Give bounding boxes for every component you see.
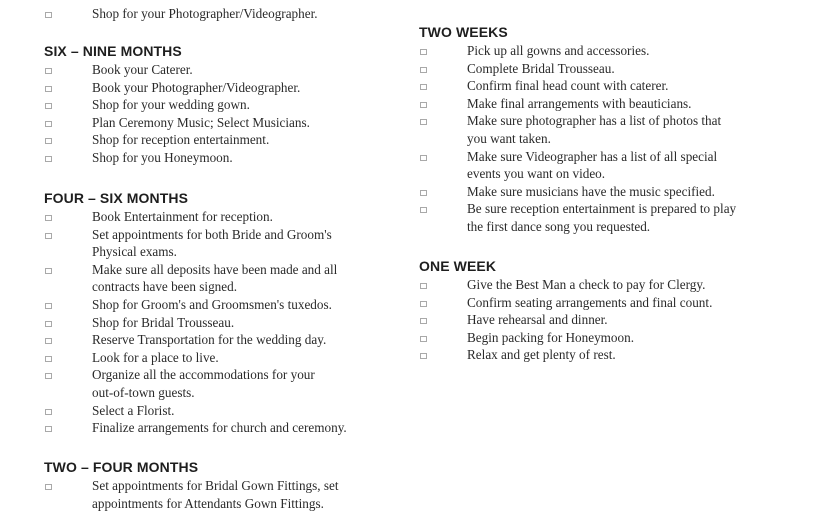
checklist-item-text: Have rehearsal and dinner. xyxy=(467,312,608,328)
checklist-item xyxy=(419,77,789,95)
checklist-item-text: Begin packing for Honeymoon. xyxy=(467,329,635,345)
checklist-item-text: Pick up all gowns and accessories. xyxy=(467,43,650,58)
checklist-item xyxy=(44,477,394,512)
checklist-item xyxy=(44,419,394,437)
checklist-item xyxy=(44,331,394,349)
checkbox-icon xyxy=(45,121,52,127)
checkbox-icon xyxy=(420,283,427,289)
checklist-item xyxy=(419,346,789,364)
checklist-item-text: Make sure photographer has a list of photos that you want taken. xyxy=(467,113,722,146)
checklist-item xyxy=(419,200,789,235)
section-heading: TWO – FOUR MONTHS xyxy=(44,459,199,475)
checklist-item xyxy=(44,61,394,79)
checkbox-icon xyxy=(45,215,52,221)
checklist-item xyxy=(419,276,789,294)
checklist-item-text: Set appointments for both Bride and Groom's Physical exams. xyxy=(92,226,332,260)
checkbox-icon xyxy=(420,353,427,359)
checklist-item xyxy=(419,60,789,78)
checklist-item-text: Plan Ceremony Music; Select Musicians. xyxy=(92,114,310,130)
checklist-item xyxy=(44,261,394,296)
checklist-item-text: Look for a place to live. xyxy=(92,349,219,365)
checklist-item xyxy=(44,402,394,420)
checkbox-icon xyxy=(45,268,52,274)
checklist-item xyxy=(419,183,789,201)
checkbox-icon xyxy=(45,321,52,327)
checklist-item-text: Organize all the accommodations for your out-of-town guests. xyxy=(92,367,315,400)
checklist-item-text: Confirm final head count with caterer. xyxy=(467,78,669,94)
checklist xyxy=(44,477,394,512)
checklist-item xyxy=(44,208,394,226)
checklist-item xyxy=(419,329,789,347)
checklist-item-text: Complete Bridal Trousseau. xyxy=(467,60,615,76)
checkbox-icon xyxy=(420,207,427,213)
checkbox-icon xyxy=(45,303,52,309)
checkbox-icon xyxy=(420,336,427,342)
section-heading: FOUR – SIX MONTHS xyxy=(44,190,189,206)
checklist-item xyxy=(44,296,394,314)
checklist-item-text: Make sure musicians have the music specified. xyxy=(467,183,715,199)
checklist-item-text: Shop for Groom's and Groomsmen's tuxedos. xyxy=(92,296,332,312)
section-continued xyxy=(44,5,394,23)
checklist-item xyxy=(44,226,394,261)
checklist-item xyxy=(44,366,394,401)
checklist-item xyxy=(419,42,789,60)
checkbox-icon xyxy=(420,155,427,161)
checklist xyxy=(419,276,789,364)
checklist-item xyxy=(419,294,789,312)
checklist-item-text: Shop for your Photographer/Videographer. xyxy=(92,6,318,21)
checkbox-icon xyxy=(420,318,427,324)
checklist-item-text: Shop for reception entertainment. xyxy=(92,132,270,148)
checkbox-icon xyxy=(420,67,427,73)
checklist-item-text: Select a Florist. xyxy=(92,402,175,418)
checkbox-icon xyxy=(45,338,52,344)
checklist-item-text: Be sure reception entertainment is prepared to play the first dance song you requested. xyxy=(467,201,737,234)
checkbox-icon xyxy=(45,409,52,415)
checklist-item-text: Finalize arrangements for church and ceremony. xyxy=(92,420,347,436)
checklist-item-text: Make sure all deposits have been made and all contracts have been signed. xyxy=(92,261,338,295)
checkbox-icon xyxy=(45,86,52,92)
checklist-item-text: Book your Photographer/Videographer. xyxy=(92,79,301,95)
section-two-four-months xyxy=(44,457,394,512)
section-two-weeks xyxy=(419,22,789,236)
checklist-item xyxy=(419,311,789,329)
checkbox-icon xyxy=(420,49,427,55)
checkbox-icon xyxy=(420,102,427,108)
checklist xyxy=(419,42,789,236)
section-four-six-months xyxy=(44,188,394,437)
checkbox-icon xyxy=(45,156,52,162)
checklist-item-text: Give the Best Man a check to pay for Clergy. xyxy=(467,277,706,292)
checklist xyxy=(44,5,394,23)
checklist-item xyxy=(44,349,394,367)
checklist-item-text: Shop for Bridal Trousseau. xyxy=(92,314,235,330)
checklist-item-text: Make final arrangements with beauticians. xyxy=(467,95,692,111)
checklist-item xyxy=(44,96,394,114)
checklist-item-text: Shop for your wedding gown. xyxy=(92,97,250,113)
checklist-item xyxy=(419,95,789,113)
checklist-item xyxy=(44,131,394,149)
checklist-item xyxy=(419,112,789,147)
checklist-item-text: Book your Caterer. xyxy=(92,62,193,77)
checklist-item-text: Set appointments for Bridal Gown Fittings, set appointments for Attendants Gown Fittings. xyxy=(92,478,339,511)
checkbox-icon xyxy=(45,68,52,74)
checkbox-icon xyxy=(45,373,52,379)
checklist-item-text: Shop for you Honeymoon. xyxy=(92,149,233,165)
section-heading: ONE WEEK xyxy=(419,258,497,274)
checkbox-icon xyxy=(45,233,52,239)
section-heading: TWO WEEKS xyxy=(419,24,508,40)
checkbox-icon xyxy=(420,301,427,307)
checklist-item xyxy=(44,5,394,23)
checkbox-icon xyxy=(45,12,52,18)
checkbox-icon xyxy=(45,484,52,490)
checkbox-icon xyxy=(45,138,52,144)
checklist-item-text: Confirm seating arrangements and final count. xyxy=(467,294,713,310)
checklist-item xyxy=(419,148,789,183)
section-six-nine-months xyxy=(44,41,394,167)
checklist-item xyxy=(44,79,394,97)
checklist xyxy=(44,208,394,437)
checklist-item-text: Reserve Transportation for the wedding day. xyxy=(92,332,327,348)
checklist-item xyxy=(44,114,394,132)
checkbox-icon xyxy=(45,426,52,432)
checklist-item-text: Book Entertainment for reception. xyxy=(92,209,273,224)
checklist-item xyxy=(44,314,394,332)
checklist xyxy=(44,61,394,167)
checkbox-icon xyxy=(420,84,427,90)
checklist-item-text: Relax and get plenty of rest. xyxy=(467,347,616,363)
checkbox-icon xyxy=(45,356,52,362)
checklist-item xyxy=(44,149,394,167)
checklist-item-text: Make sure Videographer has a list of all special events you want on video. xyxy=(467,148,718,182)
section-heading: SIX – NINE MONTHS xyxy=(44,43,182,59)
checkbox-icon xyxy=(45,103,52,109)
checkbox-icon xyxy=(420,119,427,125)
checkbox-icon xyxy=(420,190,427,196)
section-one-week xyxy=(419,256,789,364)
